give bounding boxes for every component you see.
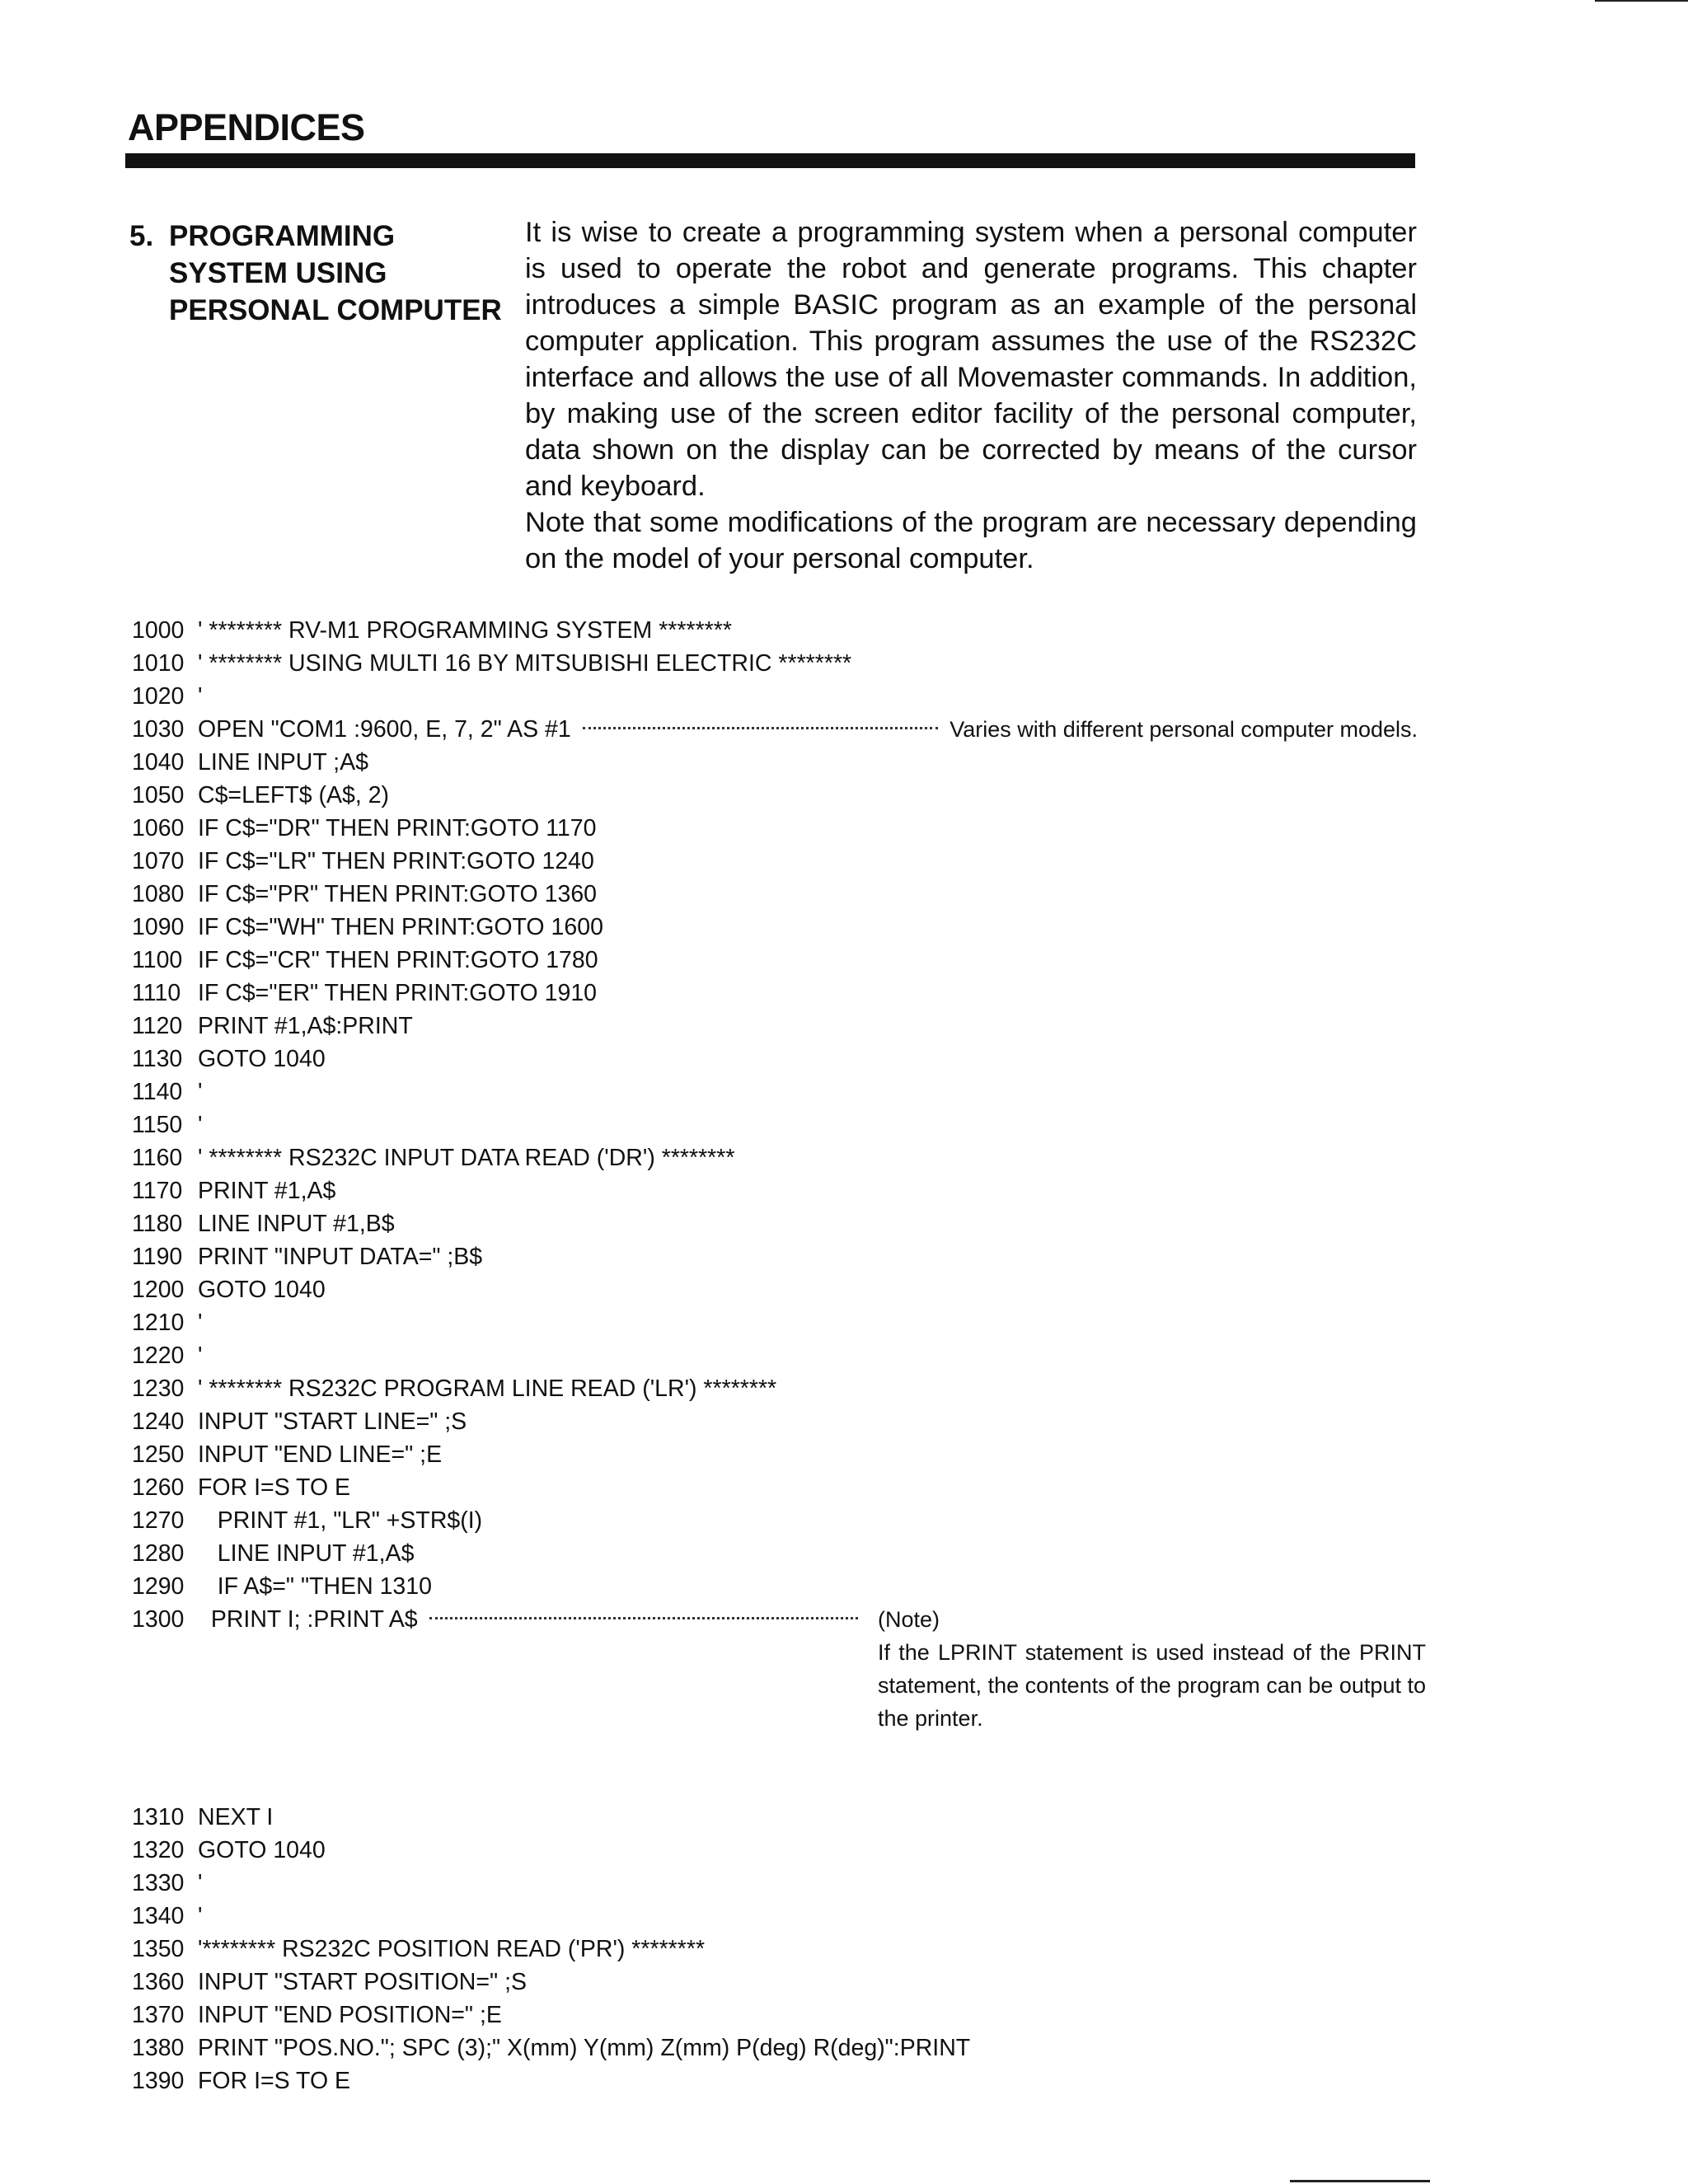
code-line: [132, 614, 1418, 647]
side-annotation: Varies with different personal computer models.: [950, 717, 1418, 742]
code-line-text: ': [198, 1112, 203, 1138]
code-line-text: ': [198, 1079, 203, 1105]
code-line: [132, 911, 1418, 944]
code-line-number: 1180: [132, 1211, 183, 1237]
code-line-number: 1200: [132, 1277, 185, 1303]
section-title-line-2: SYSTEM USING: [169, 257, 387, 289]
code-line-number: 1370: [132, 2002, 185, 2028]
intro-paragraph-2: Note that some modifications of the program are necessary depending on the model of your personal computer.: [525, 507, 1417, 574]
code-line-text: '******** RS232C POSITION READ ('PR') ********: [198, 1936, 706, 1962]
code-line-number: 1150: [132, 1112, 183, 1138]
section-title-line-1: PROGRAMMING: [169, 220, 396, 252]
code-line: [132, 1339, 1418, 1372]
section-heading: [129, 218, 502, 329]
code-line: [132, 746, 1418, 779]
code-line-number: 1030: [132, 716, 185, 743]
code-line-text: ': [198, 683, 203, 710]
code-line-number: 1010: [132, 650, 185, 677]
code-line: [132, 878, 1418, 911]
code-line-text: IF C$="LR" THEN PRINT:GOTO 1240: [198, 848, 594, 874]
code-line-number: 1340: [132, 1903, 185, 1929]
code-line-text: INPUT "END LINE=" ;E: [198, 1441, 443, 1468]
code-line: [132, 845, 1418, 878]
code-line-number: 1260: [132, 1474, 185, 1501]
code-line-number: 1250: [132, 1441, 185, 1468]
code-line: [132, 1867, 1418, 1900]
code-line-text: ' ******** USING MULTI 16 BY MITSUBISHI ELECTRIC ********: [198, 650, 852, 677]
code-line-text: ' ******** RS232C INPUT DATA READ ('DR') ********: [198, 1145, 735, 1171]
code-line: [132, 1108, 1418, 1141]
code-line: [132, 1834, 1418, 1867]
code-line: [132, 1273, 1418, 1306]
note-block: [878, 1603, 1426, 1735]
code-line: [132, 1504, 1418, 1537]
code-line-text: PRINT "POS.NO."; SPC (3);" X(mm) Y(mm) Z(mm) P(deg) R(deg)":PRINT: [198, 2035, 971, 2061]
code-block-2: [132, 1801, 1418, 2097]
code-line-number: 1050: [132, 782, 185, 808]
code-line-number: 1350: [132, 1936, 185, 1962]
code-line: [132, 1471, 1418, 1504]
note-body: If the LPRINT statement is used instead of the PRINT statement, the contents of the program can be output to the printer.: [878, 1640, 1426, 1731]
code-line-number: 1090: [132, 914, 185, 940]
code-line: [132, 1438, 1418, 1471]
code-line-number: 1240: [132, 1408, 185, 1435]
code-block-1: [132, 614, 1418, 1636]
code-line-text: OPEN "COM1 :9600, E, 7, 2" AS #1: [198, 716, 571, 743]
code-line-number: 1270: [132, 1507, 185, 1534]
code-line: [132, 713, 1418, 746]
code-line: [132, 944, 1418, 977]
code-line: [132, 1240, 1418, 1273]
code-line: [132, 812, 1418, 845]
code-line-text: LINE INPUT #1,A$: [198, 1540, 415, 1567]
code-line-number: 1310: [132, 1804, 185, 1830]
code-line-number: 1300: [132, 1606, 185, 1633]
code-line-text: GOTO 1040: [198, 1837, 326, 1863]
code-line-text: LINE INPUT #1,B$: [198, 1211, 395, 1237]
code-line-number: 1040: [132, 749, 185, 776]
code-line: [132, 1900, 1418, 1933]
code-line: [132, 1966, 1418, 1999]
code-line-number: 1210: [132, 1310, 185, 1336]
code-line-text: PRINT "INPUT DATA=" ;B$: [198, 1244, 483, 1270]
code-line-text: ': [198, 1343, 203, 1369]
code-line-text: IF C$="DR" THEN PRINT:GOTO 1170: [198, 815, 597, 841]
code-line-text: FOR I=S TO E: [198, 1474, 351, 1501]
intro-text: [525, 214, 1417, 577]
code-line-text: PRINT #1,A$:PRINT: [198, 1013, 413, 1039]
code-line-text: IF C$="WH" THEN PRINT:GOTO 1600: [198, 914, 603, 940]
code-line-text: ': [198, 1870, 203, 1896]
code-line-text: PRINT #1,A$: [198, 1178, 336, 1204]
dotted-leader: [583, 726, 939, 729]
code-line-number: 1230: [132, 1376, 185, 1402]
code-line-number: 1140: [132, 1079, 183, 1105]
code-line-number: 1170: [132, 1178, 183, 1204]
code-line-number: 1100: [132, 947, 183, 973]
section-number: 5.: [129, 220, 154, 252]
code-line-number: 1110: [132, 980, 181, 1006]
code-line: [132, 2064, 1418, 2097]
code-line-text: GOTO 1040: [198, 1277, 326, 1303]
code-line: [132, 1933, 1418, 1966]
code-line-number: 1190: [132, 1244, 183, 1270]
basic-program-listing: [132, 614, 1418, 2097]
code-line-number: 1080: [132, 881, 185, 907]
code-line: [132, 1306, 1418, 1339]
code-line-text: LINE INPUT ;A$: [198, 749, 368, 776]
code-line-text: INPUT "END POSITION=" ;E: [198, 2002, 502, 2028]
code-line: [132, 1174, 1418, 1207]
dotted-leader: [429, 1616, 858, 1619]
code-line-text: INPUT "START LINE=" ;S: [198, 1408, 467, 1435]
page-header-title: APPENDICES: [128, 106, 365, 148]
code-line-number: 1120: [132, 1013, 183, 1039]
code-line-text: FOR I=S TO E: [198, 2068, 351, 2094]
code-line-number: 1060: [132, 815, 185, 841]
code-line: [132, 977, 1418, 1010]
code-line-number: 1280: [132, 1540, 185, 1567]
code-line-text: IF C$="ER" THEN PRINT:GOTO 1910: [198, 980, 598, 1006]
code-line-number: 1380: [132, 2035, 185, 2061]
code-line-number: 1330: [132, 1870, 185, 1896]
code-line-number: 1320: [132, 1837, 185, 1863]
code-line: [132, 647, 1418, 680]
code-line: [132, 680, 1418, 713]
code-line-text: C$=LEFT$ (A$, 2): [198, 782, 390, 808]
section-title-line-3: PERSONAL COMPUTER: [169, 294, 502, 326]
note-title: (Note): [878, 1607, 940, 1632]
code-line: [132, 1141, 1418, 1174]
code-line-text: PRINT #1, "LR" +STR$(I): [198, 1507, 483, 1534]
code-line: [132, 779, 1418, 812]
code-line-number: 1290: [132, 1573, 185, 1600]
code-line: [132, 1537, 1418, 1570]
code-line-text: ' ******** RV-M1 PROGRAMMING SYSTEM ********: [198, 617, 732, 644]
code-line-number: 1160: [132, 1145, 183, 1171]
code-line: [132, 1076, 1418, 1108]
code-line: [132, 1010, 1418, 1043]
code-line-number: 1130: [132, 1046, 183, 1072]
code-line-text: IF A$=" "THEN 1310: [198, 1573, 432, 1600]
code-line-text: IF C$="PR" THEN PRINT:GOTO 1360: [198, 881, 598, 907]
code-line-text: PRINT I; :PRINT A$: [198, 1606, 418, 1633]
code-line: [132, 1999, 1418, 2032]
code-line: [132, 1405, 1418, 1438]
bottom-rule: [1290, 2180, 1430, 2182]
code-line-number: 1070: [132, 848, 185, 874]
code-line-number: 1020: [132, 683, 185, 710]
code-line-number: 1360: [132, 1969, 185, 1995]
intro-paragraph-1: It is wise to create a programming system when a personal computer is used to operate the robot and generate programs. This chapter introduces a simple BASIC program as an example of the personal computer application. This program assumes the use of the RS232C interface and allows the use of all Movemaster commands. In addition, by making use of the screen editor facility of the personal computer, data shown on the display can be corrected by means of the cursor and keyboard.: [525, 217, 1417, 502]
code-line-text: ' ******** RS232C PROGRAM LINE READ ('LR') ********: [198, 1376, 777, 1402]
header-bar: [125, 153, 1415, 168]
code-line-text: GOTO 1040: [198, 1046, 326, 1072]
code-line: [132, 1372, 1418, 1405]
code-line: [132, 2032, 1418, 2064]
code-line: [132, 1207, 1418, 1240]
code-line-text: IF C$="CR" THEN PRINT:GOTO 1780: [198, 947, 598, 973]
code-line-number: 1390: [132, 2068, 185, 2094]
code-line-text: INPUT "START POSITION=" ;S: [198, 1969, 527, 1995]
code-line-number: 1220: [132, 1343, 185, 1369]
top-corner-rule: [1595, 0, 1688, 2]
code-line-text: NEXT I: [198, 1804, 274, 1830]
code-line: [132, 1043, 1418, 1076]
code-line-number: 1000: [132, 617, 185, 644]
code-line-text: ': [198, 1310, 203, 1336]
code-line: [132, 1570, 1418, 1603]
code-line: [132, 1801, 1418, 1834]
code-line-text: ': [198, 1903, 203, 1929]
